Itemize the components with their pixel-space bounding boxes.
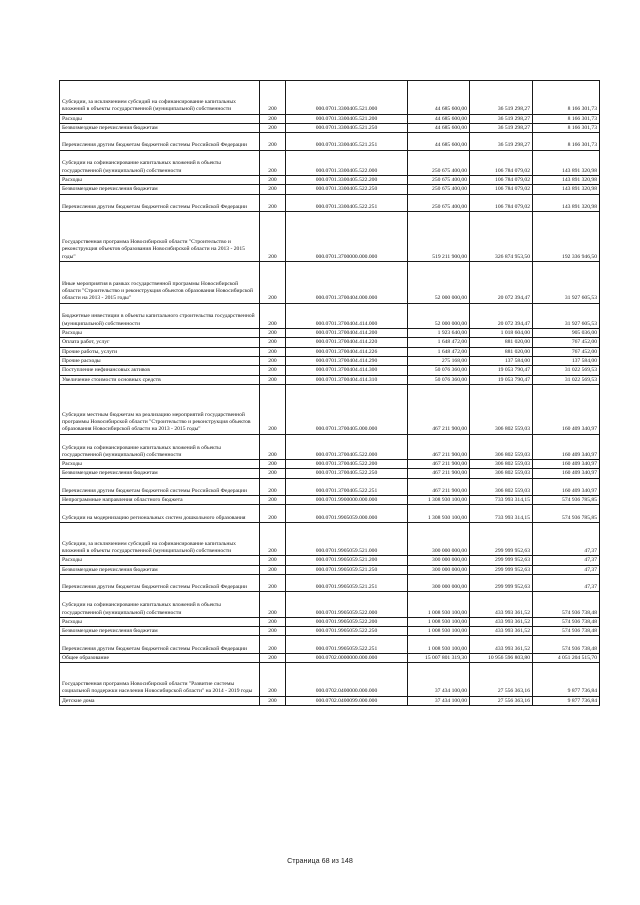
row-classification-cell: 000.0702.0400099.000.000 [286,696,408,705]
row-approved-amount-cell: 300 000 000,00 [408,565,470,574]
row-remaining-amount-cell: 574 936 738,48 [533,636,600,653]
row-approved-amount-cell: 1 008 930 100,00 [408,617,470,626]
table-row [60,212,600,262]
row-approved-amount-cell: 467 211 900,00 [408,384,470,434]
row-name-cell: Иные мероприятия в рамках государственной программы Новосибирской области "Строительство и реконструкция объектов образования Новосибирской области на 2013 - 2015 годы" [60,261,260,303]
row-code-cell: 200 [260,460,286,469]
row-classification-cell: 000.0701.3700404.414.290 [286,356,408,365]
table-row [60,469,600,478]
row-approved-amount-cell: 300 000 000,00 [408,522,470,556]
row-executed-amount-cell: 19 053 790,47 [470,375,533,384]
row-approved-amount-cell: 250 675 400,00 [408,185,470,194]
row-name-cell: Детские дома [60,696,260,705]
row-name-cell: Расходы [60,460,260,469]
row-remaining-amount-cell: 31 927 605,53 [533,303,600,329]
row-classification-cell: 000.0701.9905059.521.250 [286,565,408,574]
row-name-cell: Субсидии на софинансирование капитальных вложений в объекты государственной (муниципальной) собственности [60,150,260,176]
table-row [60,150,600,176]
row-approved-amount-cell: 275 168,00 [408,356,470,365]
row-executed-amount-cell: 106 784 079,02 [470,194,533,211]
budget-execution-table [59,80,600,706]
table-row [60,627,600,636]
row-code-cell: 200 [260,375,286,384]
row-remaining-amount-cell: 767 452,00 [533,347,600,356]
table-row [60,505,600,522]
row-code-cell: 200 [260,663,286,697]
row-approved-amount-cell: 250 675 400,00 [408,176,470,185]
row-code-cell: 200 [260,384,286,434]
row-approved-amount-cell: 1 923 640,00 [408,329,470,338]
row-remaining-amount-cell: 31 927 605,53 [533,261,600,303]
row-name-cell: Субсидии на модернизацию региональных систем дошкольного образования [60,505,260,522]
row-code-cell: 200 [260,123,286,132]
row-executed-amount-cell: 137 584,00 [470,356,533,365]
row-classification-cell: 000.0701.3700000.000.000 [286,212,408,262]
row-code-cell: 200 [260,185,286,194]
row-classification-cell: 000.0701.3700404.000.000 [286,261,408,303]
row-code-cell: 200 [260,469,286,478]
row-executed-amount-cell: 20 072 394,47 [470,303,533,329]
table-row [60,366,600,375]
row-remaining-amount-cell: 137 584,00 [533,356,600,365]
row-approved-amount-cell: 250 675 400,00 [408,150,470,176]
row-name-cell: Государственная программа Новосибирской области "Строительство и реконструкция объектов образования Новосибирской области на 2013 - 2015 годы" [60,212,260,262]
row-code-cell: 200 [260,176,286,185]
row-approved-amount-cell: 1 308 930 100,00 [408,496,470,505]
table-body [60,81,600,706]
table-row [60,375,600,384]
row-approved-amount-cell: 519 211 900,00 [408,212,470,262]
row-code-cell: 200 [260,150,286,176]
row-classification-cell: 000.0701.9905059.521.251 [286,574,408,591]
row-name-cell: Оплата работ, услуг [60,338,260,347]
row-code-cell: 200 [260,212,286,262]
row-remaining-amount-cell: 9 877 736,84 [533,696,600,705]
row-classification-cell: 000.0701.3300405.522.000 [286,150,408,176]
table-row [60,356,600,365]
row-name-cell: Прочие расходы [60,356,260,365]
row-remaining-amount-cell: 574 936 785,85 [533,505,600,522]
row-approved-amount-cell: 1 008 930 100,00 [408,592,470,618]
row-executed-amount-cell: 433 993 361,52 [470,592,533,618]
row-approved-amount-cell: 1 008 930 100,00 [408,636,470,653]
row-executed-amount-cell: 881 020,00 [470,347,533,356]
budget-report-sheet [59,80,597,706]
table-row [60,478,600,495]
row-remaining-amount-cell: 9 877 736,84 [533,663,600,697]
table-row [60,522,600,556]
table-row [60,338,600,347]
row-name-cell: Непрограммные направления областного бюджета [60,496,260,505]
row-classification-cell: 000.0701.9905059.521.000 [286,522,408,556]
row-remaining-amount-cell: 8 166 301,73 [533,114,600,123]
row-remaining-amount-cell: 574 936 738,48 [533,592,600,618]
row-remaining-amount-cell: 160 409 340,97 [533,460,600,469]
row-approved-amount-cell: 467 211 900,00 [408,478,470,495]
row-code-cell: 200 [260,556,286,565]
row-classification-cell: 000.0701.9900000.000.000 [286,496,408,505]
row-code-cell: 200 [260,366,286,375]
row-code-cell: 200 [260,261,286,303]
table-row [60,194,600,211]
row-name-cell: Увеличение стоимости основных средств [60,375,260,384]
table-row [60,123,600,132]
row-classification-cell: 000.0701.3300405.521.200 [286,114,408,123]
row-remaining-amount-cell: 574 936 738,48 [533,617,600,626]
row-executed-amount-cell: 433 993 361,52 [470,636,533,653]
row-classification-cell: 000.0701.3300405.522.250 [286,185,408,194]
row-remaining-amount-cell: 574 936 785,85 [533,496,600,505]
row-executed-amount-cell: 106 784 079,02 [470,150,533,176]
row-code-cell: 200 [260,627,286,636]
row-approved-amount-cell: 37 434 100,00 [408,696,470,705]
row-name-cell: Перечисления другим бюджетам бюджетной системы Российской Федерации [60,194,260,211]
row-classification-cell: 000.0701.3700405.522.200 [286,460,408,469]
row-remaining-amount-cell: 143 891 320,98 [533,150,600,176]
row-classification-cell: 000.0701.3700405.522.251 [286,478,408,495]
row-remaining-amount-cell: 160 409 340,97 [533,478,600,495]
row-classification-cell: 000.0701.3700405.000.000 [286,384,408,434]
row-executed-amount-cell: 36 519 298,27 [470,123,533,132]
row-code-cell: 200 [260,133,286,150]
row-classification-cell: 000.0701.3700405.522.250 [286,469,408,478]
row-code-cell: 200 [260,496,286,505]
row-code-cell: 200 [260,696,286,705]
table-row [60,329,600,338]
row-name-cell: Безвозмездные перечисления бюджетам [60,469,260,478]
row-classification-cell: 000.0701.3700404.414.220 [286,338,408,347]
row-code-cell: 200 [260,338,286,347]
row-approved-amount-cell: 52 000 000,00 [408,261,470,303]
row-remaining-amount-cell: 143 891 320,98 [533,194,600,211]
row-approved-amount-cell: 300 000 000,00 [408,574,470,591]
table-row [60,384,600,434]
table-row [60,574,600,591]
row-executed-amount-cell: 306 802 559,03 [470,384,533,434]
row-remaining-amount-cell: 905 036,00 [533,329,600,338]
row-approved-amount-cell: 300 000 000,00 [408,556,470,565]
table-row [60,347,600,356]
row-classification-cell: 000.0702.0400000.000.000 [286,663,408,697]
row-executed-amount-cell: 19 053 790,47 [470,366,533,375]
row-code-cell: 200 [260,329,286,338]
row-remaining-amount-cell: 47,37 [533,574,600,591]
row-remaining-amount-cell: 47,37 [533,565,600,574]
table-row [60,303,600,329]
row-executed-amount-cell: 299 999 952,63 [470,556,533,565]
row-code-cell: 200 [260,347,286,356]
row-executed-amount-cell: 433 993 361,52 [470,617,533,626]
row-remaining-amount-cell: 767 452,00 [533,338,600,347]
row-executed-amount-cell: 36 519 298,27 [470,81,533,115]
row-approved-amount-cell: 44 685 600,00 [408,123,470,132]
row-name-cell: Расходы [60,617,260,626]
table-row [60,114,600,123]
row-executed-amount-cell: 36 519 298,27 [470,133,533,150]
row-executed-amount-cell: 299 999 952,63 [470,522,533,556]
row-code-cell: 200 [260,574,286,591]
row-classification-cell: 000.0701.3700404.414.300 [286,366,408,375]
row-approved-amount-cell: 44 685 600,00 [408,114,470,123]
row-code-cell: 200 [260,81,286,115]
row-remaining-amount-cell: 47,37 [533,522,600,556]
row-remaining-amount-cell: 8 166 301,73 [533,123,600,132]
row-classification-cell: 000.0701.3300405.521.000 [286,81,408,115]
row-name-cell: Субсидии местным бюджетам на реализацию мероприятий государственной программы Новосибирской области "Строительство и реконструкция объектов образования Новосибирской области на 2013 - 2015 годы" [60,384,260,434]
table-row [60,185,600,194]
row-classification-cell: 000.0701.3300405.522.200 [286,176,408,185]
row-classification-cell: 000.0702.0000000.000.000 [286,653,408,662]
row-name-cell: Перечисления другим бюджетам бюджетной системы Российской Федерации [60,478,260,495]
table-row [60,81,600,115]
row-name-cell: Расходы [60,114,260,123]
row-name-cell: Субсидии на софинансирование капитальных вложений в объекты государственной (муниципальной) собственности [60,592,260,618]
row-name-cell: Субсидии, за исключением субсидий на софинансирование капитальных вложений в объекты государственной (муниципальной) собственности [60,81,260,115]
row-executed-amount-cell: 306 802 559,03 [470,469,533,478]
row-name-cell: Безвозмездные перечисления бюджетам [60,627,260,636]
row-approved-amount-cell: 44 685 600,00 [408,81,470,115]
row-classification-cell: 000.0701.3700404.414.310 [286,375,408,384]
table-row [60,592,600,618]
row-name-cell: Расходы [60,329,260,338]
row-code-cell: 200 [260,522,286,556]
table-row [60,565,600,574]
row-approved-amount-cell: 1 648 472,00 [408,338,470,347]
row-executed-amount-cell: 306 802 559,03 [470,478,533,495]
row-executed-amount-cell: 10 956 596 803,80 [470,653,533,662]
row-code-cell: 200 [260,505,286,522]
row-name-cell: Субсидии на софинансирование капитальных вложений в объекты государственной (муниципальной) собственности [60,434,260,460]
row-name-cell: Безвозмездные перечисления бюджетам [60,123,260,132]
row-code-cell: 200 [260,653,286,662]
table-row [60,261,600,303]
row-remaining-amount-cell: 31 022 569,53 [533,375,600,384]
row-classification-cell: 000.0701.3700404.414.000 [286,303,408,329]
row-code-cell: 200 [260,194,286,211]
row-classification-cell: 000.0701.9905059.522.200 [286,617,408,626]
row-classification-cell: 000.0701.3700404.414.226 [286,347,408,356]
row-approved-amount-cell: 50 076 360,00 [408,375,470,384]
row-classification-cell: 000.0701.9905059.522.251 [286,636,408,653]
row-name-cell: Перечисления другим бюджетам бюджетной системы Российской Федерации [60,636,260,653]
row-approved-amount-cell: 1 308 930 100,00 [408,505,470,522]
row-executed-amount-cell: 106 784 079,02 [470,176,533,185]
table-row [60,653,600,662]
table-row [60,636,600,653]
row-remaining-amount-cell: 8 166 301,73 [533,81,600,115]
row-executed-amount-cell: 881 020,00 [470,338,533,347]
row-name-cell: Бюджетные инвестиции в объекты капитального строительства государственной (муниципальной) собственности [60,303,260,329]
row-code-cell: 200 [260,636,286,653]
row-approved-amount-cell: 15 007 801 319,30 [408,653,470,662]
row-executed-amount-cell: 1 018 604,00 [470,329,533,338]
row-name-cell: Прочие работы, услуги [60,347,260,356]
table-row [60,556,600,565]
table-row [60,434,600,460]
row-executed-amount-cell: 433 993 361,52 [470,627,533,636]
row-executed-amount-cell: 326 874 953,50 [470,212,533,262]
row-name-cell: Общее образование [60,653,260,662]
row-approved-amount-cell: 44 685 600,00 [408,133,470,150]
row-remaining-amount-cell: 574 936 738,48 [533,627,600,636]
row-approved-amount-cell: 52 000 000,00 [408,303,470,329]
row-remaining-amount-cell: 8 166 301,73 [533,133,600,150]
row-approved-amount-cell: 50 076 360,00 [408,366,470,375]
table-row [60,176,600,185]
row-name-cell: Безвозмездные перечисления бюджетам [60,185,260,194]
row-executed-amount-cell: 20 072 394,47 [470,261,533,303]
row-approved-amount-cell: 250 675 400,00 [408,194,470,211]
row-executed-amount-cell: 733 993 314,15 [470,496,533,505]
row-classification-cell: 000.0701.3700404.414.200 [286,329,408,338]
row-approved-amount-cell: 467 211 900,00 [408,460,470,469]
row-code-cell: 200 [260,565,286,574]
row-classification-cell: 000.0701.3300405.521.250 [286,123,408,132]
row-remaining-amount-cell: 143 891 320,98 [533,185,600,194]
row-remaining-amount-cell: 31 022 569,53 [533,366,600,375]
row-executed-amount-cell: 733 993 314,15 [470,505,533,522]
table-row [60,496,600,505]
row-classification-cell: 000.0701.9905059.522.250 [286,627,408,636]
row-remaining-amount-cell: 160 409 340,97 [533,469,600,478]
row-classification-cell: 000.0701.3700405.522.000 [286,434,408,460]
row-name-cell: Безвозмездные перечисления бюджетам [60,565,260,574]
row-code-cell: 200 [260,356,286,365]
row-approved-amount-cell: 37 434 100,00 [408,663,470,697]
row-executed-amount-cell: 306 802 559,03 [470,460,533,469]
row-remaining-amount-cell: 4 051 204 515,70 [533,653,600,662]
row-name-cell: Государственная программа Новосибирской области "Развитие системы социальной поддержки населения Новосибирской области" на 2014 - 2019 годы [60,663,260,697]
page-counter: Страница 68 из 148 [287,856,353,865]
row-approved-amount-cell: 467 211 900,00 [408,434,470,460]
row-classification-cell: 000.0701.3300405.522.251 [286,194,408,211]
row-code-cell: 200 [260,114,286,123]
row-classification-cell: 000.0701.3300405.521.251 [286,133,408,150]
row-name-cell: Перечисления другим бюджетам бюджетной системы Российской Федерации [60,133,260,150]
row-code-cell: 200 [260,617,286,626]
row-name-cell: Расходы [60,556,260,565]
row-remaining-amount-cell: 143 891 320,98 [533,176,600,185]
row-name-cell: Поступление нефинансовых активов [60,366,260,375]
table-row [60,617,600,626]
row-remaining-amount-cell: 160 409 340,97 [533,384,600,434]
row-executed-amount-cell: 299 999 952,63 [470,574,533,591]
row-approved-amount-cell: 467 211 900,00 [408,469,470,478]
row-remaining-amount-cell: 160 409 340,97 [533,434,600,460]
row-name-cell: Перечисления другим бюджетам бюджетной системы Российской Федерации [60,574,260,591]
row-code-cell: 200 [260,303,286,329]
row-remaining-amount-cell: 47,37 [533,556,600,565]
row-name-cell: Расходы [60,176,260,185]
table-row [60,663,600,697]
row-name-cell: Субсидии, за исключением субсидий на софинансирование капитальных вложений в объекты государственной (муниципальной) собственности [60,522,260,556]
row-approved-amount-cell: 1 648 472,00 [408,347,470,356]
row-approved-amount-cell: 1 008 930 100,00 [408,627,470,636]
table-row [60,460,600,469]
row-code-cell: 200 [260,478,286,495]
row-classification-cell: 000.0701.9905059.521.200 [286,556,408,565]
row-executed-amount-cell: 306 802 559,03 [470,434,533,460]
row-code-cell: 200 [260,592,286,618]
row-executed-amount-cell: 106 784 079,02 [470,185,533,194]
row-classification-cell: 000.0701.9905059.000.000 [286,505,408,522]
row-classification-cell: 000.0701.9905059.522.000 [286,592,408,618]
table-row [60,696,600,705]
row-executed-amount-cell: 299 999 952,63 [470,565,533,574]
row-code-cell: 200 [260,434,286,460]
table-row [60,133,600,150]
row-executed-amount-cell: 36 519 298,27 [470,114,533,123]
row-executed-amount-cell: 27 556 363,16 [470,663,533,697]
row-executed-amount-cell: 27 556 363,16 [470,696,533,705]
row-remaining-amount-cell: 192 336 946,50 [533,212,600,262]
